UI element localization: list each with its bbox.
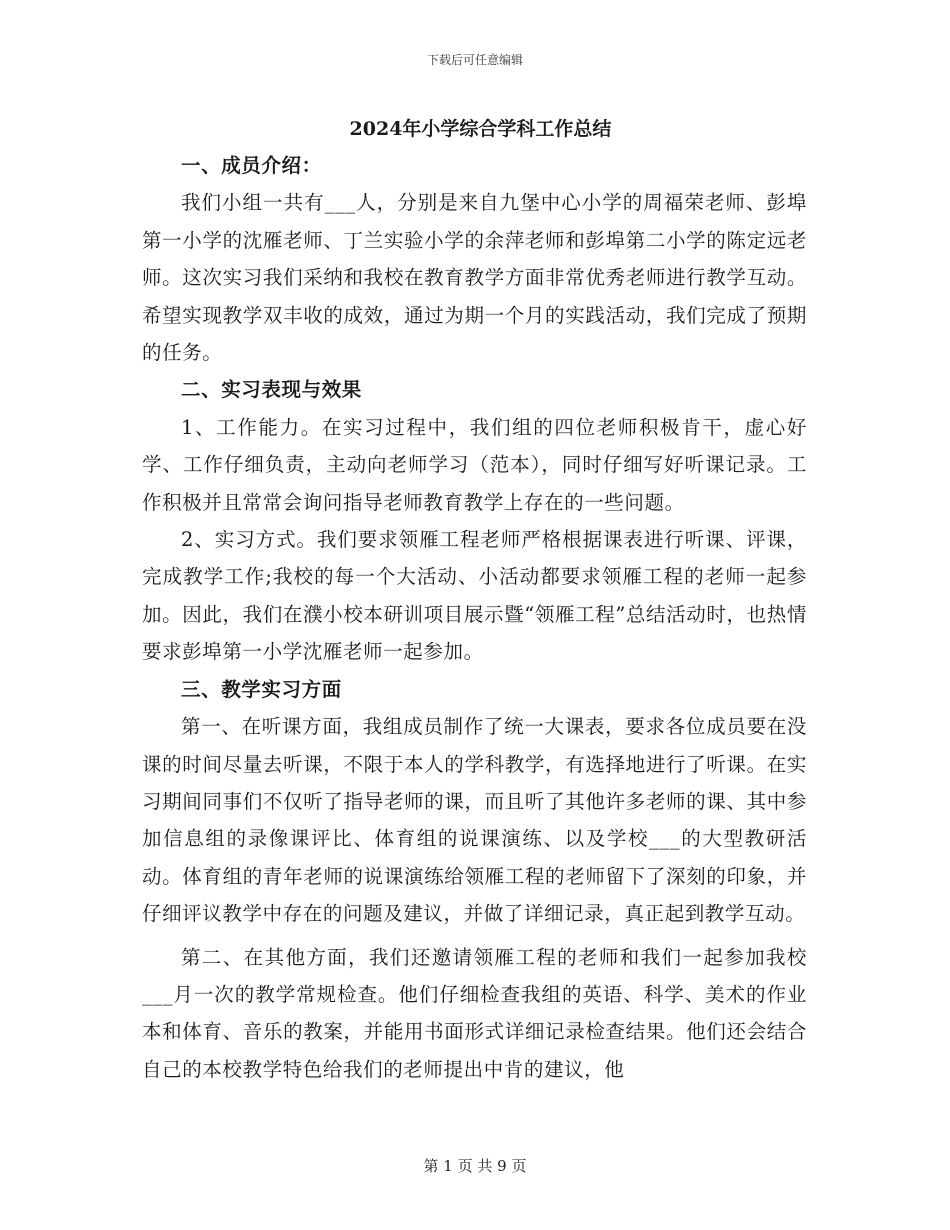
paragraph-lesson-observation: 第一、在听课方面，我组成员制作了统一大课表，要求各位成员要在没课的时间尽量去听课，不限于本人的学科教学，有选择地进行了听课。在实习期间同事们不仅听了指导老师的课，而且听了其他许多老师的课、其中参加信息组的录像课评比、体育组的说课演练、以及学校___的大型教研活动。体育组的青年老师的说课演练给领雁工程的老师留下了深刻的印象，并仔细评议教学中存在的问题及建议，并做了详细记录，真正起到教学互动。 [142,715,807,926]
page-header-note: 下载后可任意编辑 [426,53,523,67]
page-number: 第 1 页 共 9 页 [423,1157,527,1175]
section-heading-performance: 二、实习表现与效果 [181,378,362,402]
paragraph-members: 我们小组一共有___人，分别是来自九堡中心小学的周福荣老师、彭埠第一小学的沈雁老师、丁兰实验小学的余萍老师和彭埠第二小学的陈定远老师。这次实习我们采纳和我校在教育教学方面非常优秀老师进行教学互动。希望实现教学双丰收的成效，通过为期一个月的实践活动，我们完成了预期的任务。 [142,191,807,365]
document-body [142,111,807,1088]
document-title: 2024年小学综合学科工作总结 [349,118,612,140]
paragraph-internship-method: 2、实习方式。我们要求领雁工程老师严格根据课表进行听课、评课，完成教学工作;我校的每一个大活动、小活动都要求领雁工程的老师一起参加。因此，我们在濮小校本研训项目展示暨“领雁工程”总结活动时，也热情要求彭埠第一小学沈雁老师一起参加。 [142,528,807,664]
paragraph-work-ability: 1、工作能力。在实习过程中，我们组的四位老师积极肯干，虚心好学、工作仔细负责，主动向老师学习（范本），同时仔细写好听课记录。工作积极并且常常会询问指导老师教育教学上存在的一些问题。 [142,415,807,514]
paragraph-other-aspects: 第二、在其他方面，我们还邀请领雁工程的老师和我们一起参加我校___月一次的教学常规检查。他们仔细检查我组的英语、科学、美术的作业本和体育、音乐的教案，并能用书面形式详细记录检查结果。他们还会结合自己的本校教学特色给我们的老师提出中肯的建议，他 [142,945,807,1081]
section-heading-teaching: 三、教学实习方面 [181,677,342,701]
section-heading-members: 一、成员介绍： [181,154,322,177]
